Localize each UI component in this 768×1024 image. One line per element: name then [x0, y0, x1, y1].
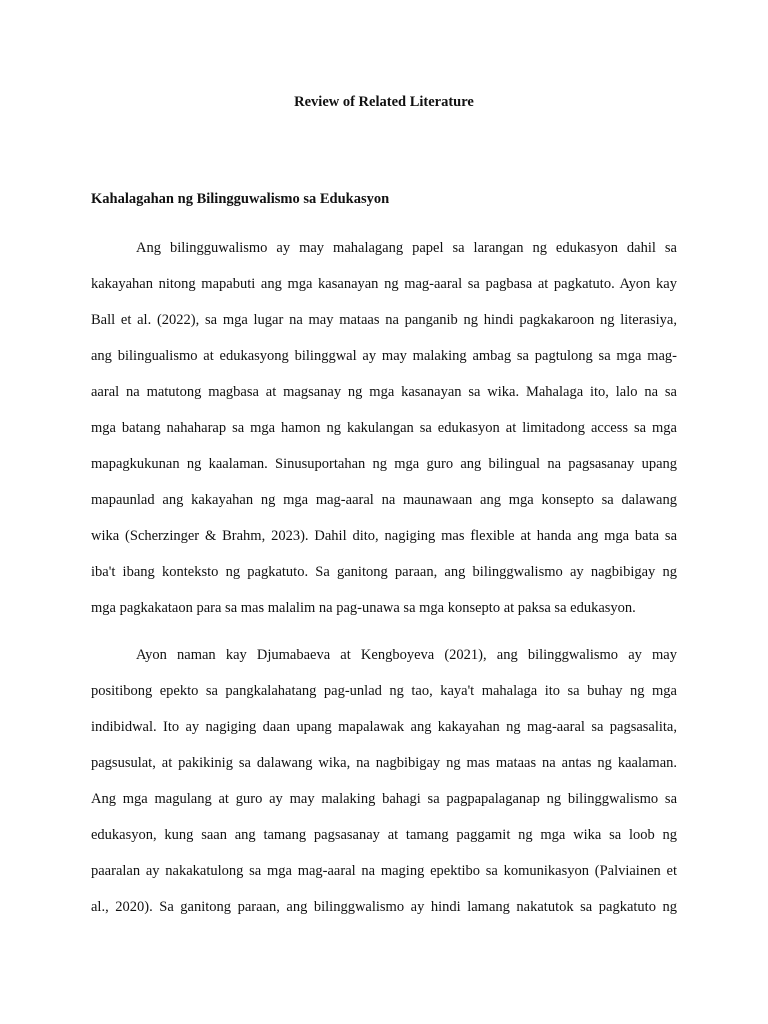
paragraph-line: mga pagkakataon para sa mas malalim na pag-unawa sa mga konsepto at paksa sa edukasyon. [91, 600, 636, 616]
paragraph-line: pagsusulat, at pakikinig sa dalawang wika, na nagbibigay ng mas mataas na antas ng kaalaman. [91, 755, 677, 771]
paragraph-line: Ayon naman kay Djumabaeva at Kengboyeva (2021), ang bilinggwalismo ay may [136, 647, 677, 663]
paragraph-line: al., 2020). Sa ganitong paraan, ang bilinggwalismo ay hindi lamang nakatutok sa pagkatuto ng [91, 899, 677, 915]
paragraph-line: positibong epekto sa pangkalahatang pag-unlad ng tao, kaya't mahalaga ito sa buhay ng mga [91, 683, 677, 699]
paragraph-line: kakayahan nitong mapabuti ang mga kasanayan ng mag-aaral sa pagbasa at pagkatuto. Ayon kay [91, 276, 677, 292]
paragraph-line: edukasyon, kung saan ang tamang pagsasanay at tamang paggamit ng mga wika sa loob ng [91, 827, 677, 843]
paragraph-line: mapagkukunan ng kaalaman. Sinusuportahan ng mga guro ang bilingual na pagsasanay upang [91, 456, 677, 472]
paragraph-line: mapaunlad ang kakayahan ng mga mag-aaral na maunawaan ang mga konsepto sa dalawang [91, 492, 677, 508]
paragraph-line: paaralan ay nakakatulong sa mga mag-aaral na maging epektibo sa komunikasyon (Palviainen et [91, 863, 677, 879]
paragraph-line: Ang mga magulang at guro ay may malaking bahagi sa pagpapalaganap ng bilinggwalismo sa [91, 791, 677, 807]
paragraph-line: Ball et al. (2022), sa mga lugar na may mataas na panganib ng hindi pagkakaroon ng literasiya, [91, 312, 677, 328]
document-title: Review of Related Literature [294, 94, 474, 110]
section-heading: Kahalagahan ng Bilingguwalismo sa Edukasyon [91, 191, 390, 207]
paragraph-1 [91, 237, 677, 633]
paragraph-line: aaral na matutong magbasa at magsanay ng mga kasanayan sa wika. Mahalaga ito, lalo na sa [91, 384, 677, 400]
paragraph-line: Ang bilingguwalismo ay may mahalagang papel sa larangan ng edukasyon dahil sa [136, 240, 677, 256]
paragraph-line: ang bilingualismo at edukasyong bilinggwal ay may malaking ambag sa pagtulong sa mga mag- [91, 348, 677, 364]
paragraph-line: indibidwal. Ito ay nagiging daan upang mapalawak ang kakayahan ng mag-aaral sa pagsasalita, [91, 719, 677, 735]
paragraph-line: mga batang nahaharap sa mga hamon ng kakulangan sa edukasyon at limitadong access sa mga [91, 420, 677, 436]
paragraph-line: iba't ibang konteksto ng pagkatuto. Sa ganitong paraan, ang bilinggwalismo ay nagbibigay ng [91, 564, 677, 580]
paragraph-line: wika (Scherzinger & Brahm, 2023). Dahil dito, nagiging mas flexible at handa ang mga bata sa [91, 528, 677, 544]
paragraph-2 [91, 644, 677, 932]
